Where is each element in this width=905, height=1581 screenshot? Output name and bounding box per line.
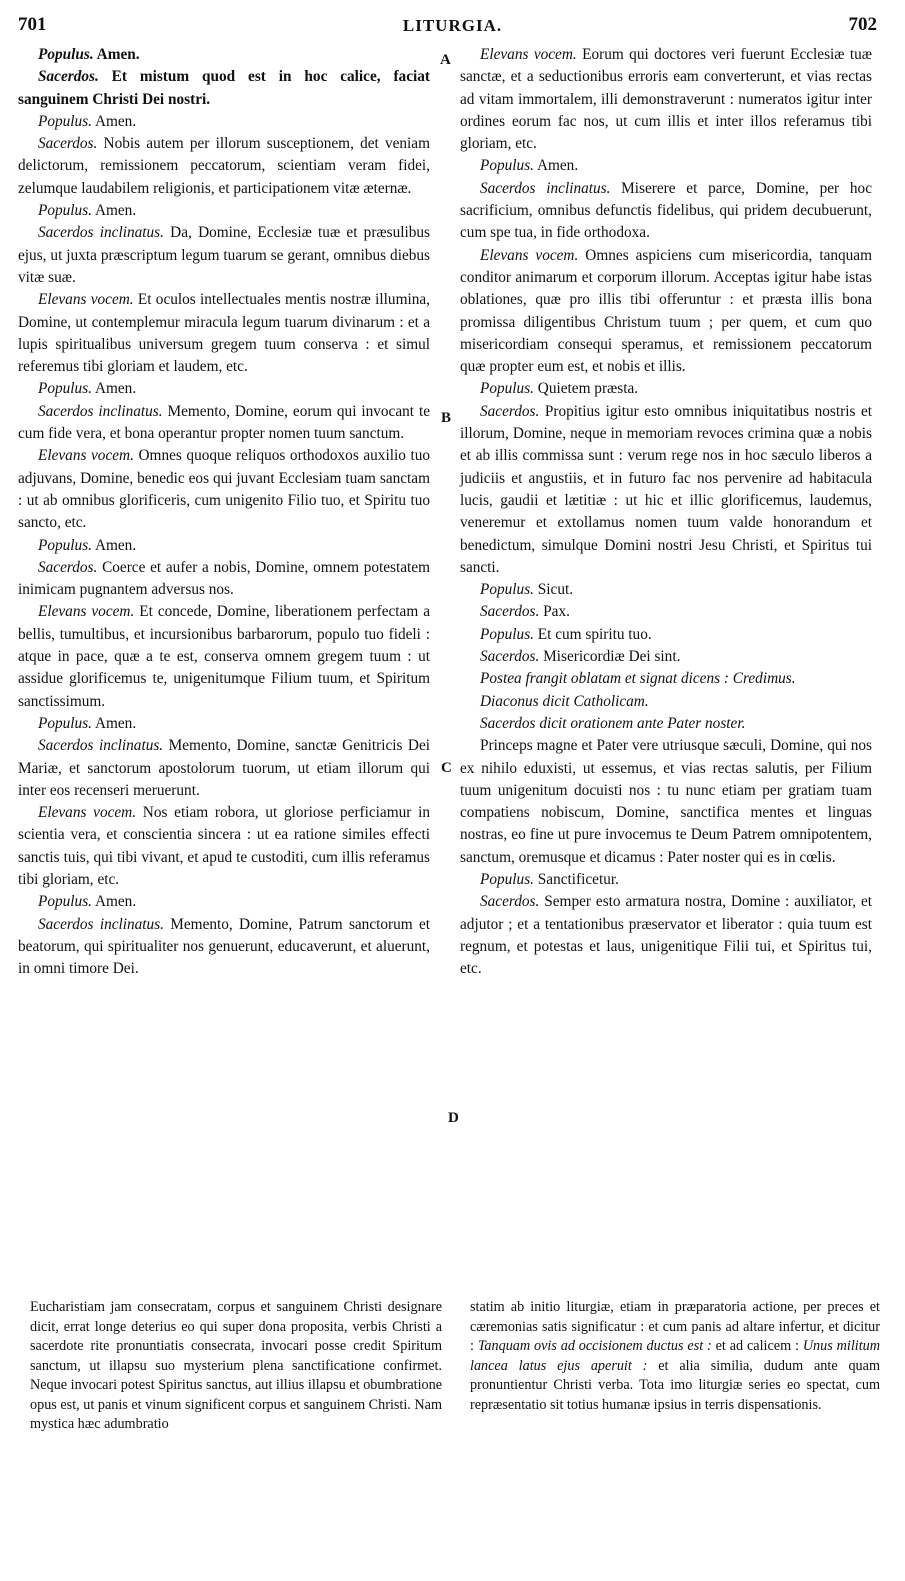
margin-marker-a: A	[440, 52, 451, 68]
paragraph: Populus. Amen.	[38, 714, 137, 732]
paragraph: Sacerdos inclinatus. Memento, Domine, sanctæ Genitricis Dei Mariæ, et sanctorum apostolorum tuorum, ut etiam illorum qui inter eos recenseri meruerunt.	[18, 737, 431, 799]
paragraph: Populus. Amen.	[38, 893, 137, 911]
paragraph: Populus. Et cum spiritu tuo.	[480, 625, 652, 643]
paragraph: Sacerdos inclinatus. Memento, Domine, Patrum sanctorum et beatorum, qui spiritualiter nos genuerunt, educaverunt, et aluerunt, in omni timore Dei.	[18, 915, 431, 978]
page-header	[0, 14, 905, 40]
page-number-right: 702	[848, 14, 877, 35]
paragraph: Elevans vocem. Omnes aspiciens cum misericordia, tanquam conditor animarum et corporum illorum. Acceptas igitur habe istas oblationes, quæ pro illis tibi offeruntur : et præsta illis bona promissa diligentibus Christum tuum ; per quem, et cum quo misericordiam consequi speramus, et remissionem peccatorum quæ propter eum est, et nobis et illis.	[460, 246, 872, 376]
footnote-left	[30, 1298, 442, 1435]
paragraph: Populus. Sicut.	[480, 581, 574, 599]
left-column	[18, 44, 430, 980]
paragraph: Populus. Amen.	[38, 112, 137, 130]
right-column	[460, 44, 872, 980]
page-number-left: 701	[18, 14, 47, 35]
paragraph: Sacerdos. Nobis autem per illorum susceptionem, det veniam delictorum, remissionem peccatorum, scientiam veram fidei, zelumque laudabilem religionis, et participationem vitæ æternæ.	[18, 135, 430, 197]
margin-marker-d: D	[448, 1110, 459, 1126]
paragraph: Populus. Amen.	[38, 536, 137, 554]
paragraph: Sacerdos inclinatus. Da, Domine, Ecclesiæ tuæ et præsulibus ejus, ut juxta præscriptum legum tuarum se gerant, omnibus diebus vitæ suæ.	[18, 224, 430, 286]
paragraph: Sacerdos. Propitius igitur esto omnibus iniquitatibus nostris et illorum, Domine, neque in memoriam revoces crimina quæ a nobis et ab illis commissa sunt : verum rege nos in hoc sæculo liberos a judiciis et angustiis, et in futuro fac nos pervenire ad habitacula lucis, gaudii et lætitiæ : ut hic et illic glorificemus, laudemus, veneremur et extollamus nomen tuum valde honorandum et benedictum, simulque Domini nostri Jesu Christi, et Spiritus tui sancti.	[460, 402, 872, 576]
paragraph: Elevans vocem. Omnes quoque reliquos orthodoxos auxilio tuo adjuvans, Domine, benedic eos qui juvant Ecclesiam tuam sanctam : ut ab omnibus glorificeris, cum unigenito Filio tuo, et Spiritu tuo sancto, etc.	[18, 447, 430, 532]
prayer-text: Princeps magne et Pater vere utriusque sæculi, Domine, qui nos ex nihilo eduxisti, ut essemus, et vias rectas salutis, per Filium tuum unigenitum docuisti nos : tu nunc etiam per gratiam tuam compatiens nobiscum, Domine, sanctifica mentes et linguas nostras, eo fine ut pure invocemus te Deum Patrem omnipotentem, sanctum, oremusque et dicamus : Pater noster qui es in cœlis.	[460, 737, 872, 866]
footnote-right	[470, 1298, 880, 1415]
paragraph: Sacerdos. Coerce et aufer a nobis, Domine, omnem potestatem inimicam pugnantem adversus nos.	[18, 558, 430, 599]
margin-marker-c: C	[441, 760, 452, 776]
footnote-text: statim ab initio liturgiæ, etiam in præparatoria actione, per preces et cæremonias satis significatur : et cum panis ad altare infertur, et dicitur : Tanquam ovis ad occisionem ductus est : et ad calicem : Unus militum lancea latus ejus aperuit : et alia similia, dudum ante quam pronuntientur Christi verba. Tota imo liturgiæ series eo spectat, cum repræsentatio sit totius humanæ ipsius in terris dispensationis.	[470, 1299, 880, 1413]
paragraph: Elevans vocem. Eorum qui doctores veri fuerunt Ecclesiæ tuæ sanctæ, et a seductionibus erroris eam converterunt, et vias rectas ad vitam immortalem, illi demonstraverunt : numeratos igitur inter ordines eorum fac nos, ut cum illis et inter illos referamus tibi gloriam, etc.	[460, 46, 872, 153]
paragraph: Sacerdos. Misericordiæ Dei sint.	[480, 648, 681, 666]
paragraph: Populus. Sanctificetur.	[480, 870, 619, 888]
paragraph: Elevans vocem. Et oculos intellectuales mentis nostræ illumina, Domine, ut contemplemur miracula legum tuarum divinarum : et a lupis spiritualibus universum gregem tuum conserva : et simul referemus tibi gloriam et laudem, etc.	[18, 291, 430, 376]
rubric: Sacerdos dicit orationem ante Pater noster.	[480, 714, 746, 732]
paragraph: Sacerdos inclinatus. Miserere et parce, Domine, per hoc sacrificium, omnibus defunctis fidelibus, qui pridem decubuerunt, cum spe tua, in fide orthodoxa.	[460, 179, 872, 242]
paragraph: Sacerdos inclinatus. Memento, Domine, eorum qui invocant te cum fide vera, et bona operantur propter nomen tuum sanctum.	[18, 402, 430, 443]
paragraph: Elevans vocem. Et concede, Domine, liberationem perfectam a bellis, tumultibus, et incursionibus barbarorum, populo tuo fideli : atque in pace, quæ a te est, conserva omnem gregem tuum : ut assidue glorificemus te, unigenitumque Filium tuum, et Spiritum sanctissimum.	[18, 603, 431, 710]
paragraph: Elevans vocem. Nos etiam robora, ut gloriose perficiamur in scientia vera, et conscientia sincera : ut ea ratione similes effecti sanctis tuis, qui tibi vivant, et apud te custoditi, cum illis referamus tibi gloriam, etc.	[18, 804, 430, 888]
paragraph: Sacerdos. Semper esto armatura nostra, Domine : auxiliator, et adjutor ; et a tentationibus præservator et liberator : quia tuum est regnum, et potestas et laus, unigenitique Filii tui, et Spiritus tui, etc.	[460, 893, 872, 978]
paragraph: Sacerdos. Pax.	[480, 603, 570, 621]
paragraph: Populus. Amen.	[38, 380, 137, 398]
margin-marker-b: B	[441, 410, 452, 426]
paragraph: Populus. Amen.	[38, 202, 137, 220]
paragraph: Populus. Amen.	[38, 46, 140, 63]
rubric: Postea frangit oblatam et signat dicens : Credimus.	[480, 670, 796, 688]
rubric: Diaconus dicit Catholicam.	[480, 692, 649, 710]
footnote-text: Eucharistiam jam consecratam, corpus et sanguinem Christi designare dicit, errat longe deterius eo qui super dona proposita, verbis Christi a sacerdote rite pronuntiatis consecrata, invocari posse credit Spiritum sanctum, ut illapsu suo mysterium plena sanctificatione confirmet. Neque invocari potest Spiritus sanctus, aut illius illapsu et obumbratione opus est, ut panis et vinum significent corpus et sanguinem Christi. Nam mystica hæc adumbratio	[30, 1299, 442, 1432]
paragraph: Sacerdos. Et mistum quod est in hoc calice, faciat sanguinem Christi Dei nostri.	[18, 68, 430, 108]
paragraph: Populus. Amen.	[480, 157, 579, 175]
running-head: LITURGIA.	[402, 16, 503, 35]
paragraph: Populus. Quietem præsta.	[480, 380, 639, 398]
